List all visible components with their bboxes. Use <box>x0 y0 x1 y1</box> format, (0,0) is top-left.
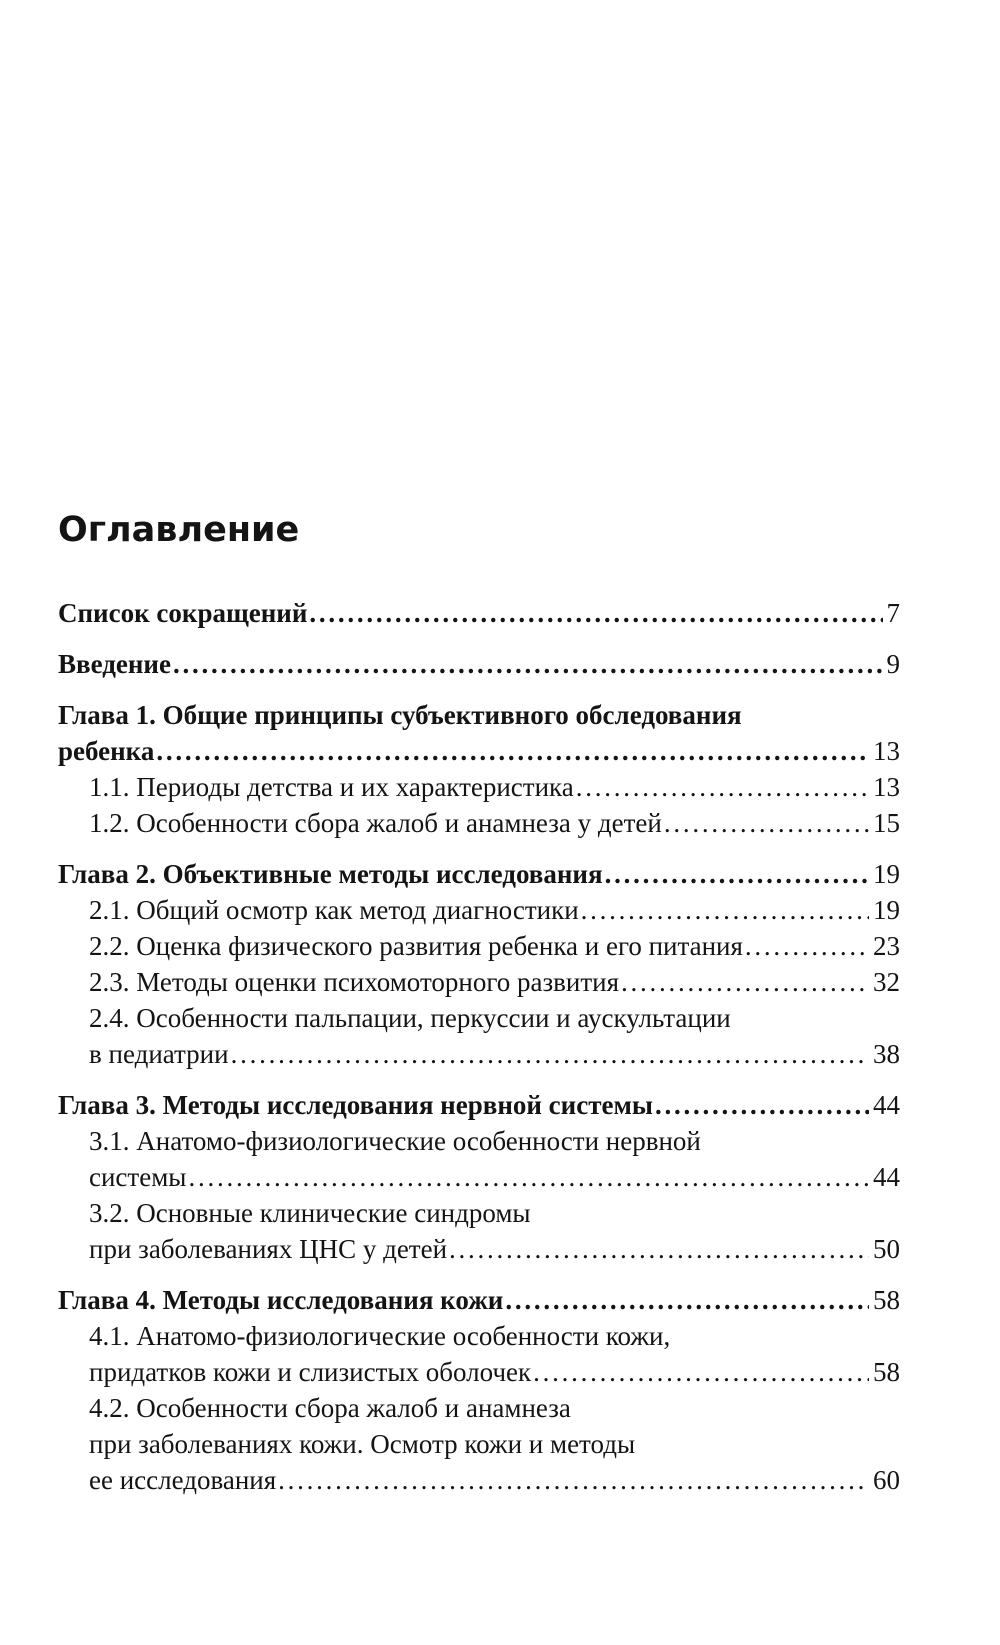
toc-page-number: 13 <box>873 772 900 802</box>
toc-entry-section-3-1[interactable] <box>58 1123 900 1195</box>
toc-entry-text: при заболеваниях кожи. Осмотр кожи и методы <box>89 1429 636 1459</box>
toc-entry-chapter-4[interactable] <box>58 1282 900 1318</box>
toc-page-number: 19 <box>873 859 900 889</box>
toc-entry-text: 3.1. Анатомо-физиологические особенности нервной <box>89 1126 701 1156</box>
toc-entry-text: ее исследования <box>89 1465 277 1495</box>
leader-dots <box>231 1036 869 1072</box>
toc-entry-text: Глава 4. Методы исследования кожи <box>58 1285 504 1315</box>
toc-page-number: 38 <box>873 1039 900 1069</box>
toc-entry-text: системы <box>89 1162 187 1192</box>
toc-page-number: 23 <box>873 931 900 961</box>
leader-dots <box>449 1231 869 1267</box>
leader-dots <box>173 646 883 682</box>
toc-entry-text: 4.1. Анатомо-физиологические особенности кожи, <box>89 1321 671 1351</box>
toc-entry-section-3-2[interactable] <box>58 1195 900 1267</box>
toc-entry-text: Глава 1. Общие принципы субъективного обследования <box>58 700 742 730</box>
leader-dots <box>664 805 869 841</box>
toc-page-number: 44 <box>873 1090 900 1120</box>
toc-entry-text: Список сокращений <box>58 598 308 628</box>
toc-entry-section-4-2[interactable] <box>58 1390 900 1498</box>
toc-page-number: 7 <box>886 598 900 628</box>
toc-entry-section-2-4[interactable] <box>58 1000 900 1072</box>
toc-entry-text: в педиатрии <box>89 1039 229 1069</box>
leader-dots <box>655 1087 869 1123</box>
toc-entry-text: 3.2. Основные клинические синдромы <box>89 1198 531 1228</box>
toc-entry-abbreviations[interactable] <box>58 595 900 631</box>
leader-dots <box>605 856 869 892</box>
leader-dots <box>533 1354 869 1390</box>
toc-entry-text: 1.1. Периоды детства и их характеристика <box>89 772 574 802</box>
toc-page-number: 32 <box>873 967 900 997</box>
toc-entry-text: 2.4. Особенности пальпации, перкуссии и аускультации <box>89 1003 731 1033</box>
toc-entry-introduction[interactable] <box>58 646 900 682</box>
toc-entry-section-2-1[interactable] <box>58 892 900 928</box>
toc-entry-text: 1.2. Особенности сбора жалоб и анамнеза у детей <box>89 808 662 838</box>
toc-entry-section-2-3[interactable] <box>58 964 900 1000</box>
toc-page-number: 58 <box>873 1285 900 1315</box>
toc-entry-section-1-1[interactable] <box>58 769 900 805</box>
toc-entry-chapter-3[interactable] <box>58 1087 900 1123</box>
table-of-contents <box>58 595 900 1498</box>
leader-dots <box>505 1282 869 1318</box>
toc-entry-text: Глава 2. Объективные методы исследования <box>58 859 603 889</box>
leader-dots <box>621 964 869 1000</box>
toc-entry-text: 2.1. Общий осмотр как метод диагностики <box>89 895 579 925</box>
leader-dots <box>278 1462 869 1498</box>
toc-page-number: 58 <box>873 1357 900 1387</box>
leader-dots <box>576 769 869 805</box>
toc-entry-text: придатков кожи и слизистых оболочек <box>89 1357 532 1387</box>
toc-entry-section-4-1[interactable] <box>58 1318 900 1390</box>
leader-dots <box>309 595 882 631</box>
toc-entry-section-1-2[interactable] <box>58 805 900 841</box>
toc-entry-text: 4.2. Особенности сбора жалоб и анамнеза <box>89 1393 571 1423</box>
toc-title: Оглавление <box>58 510 300 550</box>
toc-page-number: 44 <box>873 1162 900 1192</box>
toc-entry-text: 2.3. Методы оценки психомоторного развития <box>89 967 620 997</box>
toc-entry-text: 2.2. Оценка физического развития ребенка и его питания <box>89 931 743 961</box>
leader-dots <box>581 892 869 928</box>
toc-entry-text: Введение <box>58 649 171 679</box>
toc-page-number: 9 <box>886 649 900 679</box>
toc-entry-chapter-2[interactable] <box>58 856 900 892</box>
toc-page-number: 19 <box>873 895 900 925</box>
leader-dots <box>745 928 869 964</box>
toc-entry-text: при заболеваниях ЦНС у детей <box>89 1234 448 1264</box>
toc-page-number: 60 <box>873 1465 900 1495</box>
toc-entry-text: Глава 3. Методы исследования нервной системы <box>58 1090 653 1120</box>
toc-page-number: 13 <box>873 736 900 766</box>
toc-page-number: 50 <box>873 1234 900 1264</box>
toc-entry-chapter-1[interactable] <box>58 697 900 769</box>
toc-entry-section-2-2[interactable] <box>58 928 900 964</box>
toc-entry-text: ребенка <box>58 736 155 766</box>
toc-page-number: 15 <box>873 808 900 838</box>
leader-dots <box>156 733 869 769</box>
leader-dots <box>188 1159 869 1195</box>
